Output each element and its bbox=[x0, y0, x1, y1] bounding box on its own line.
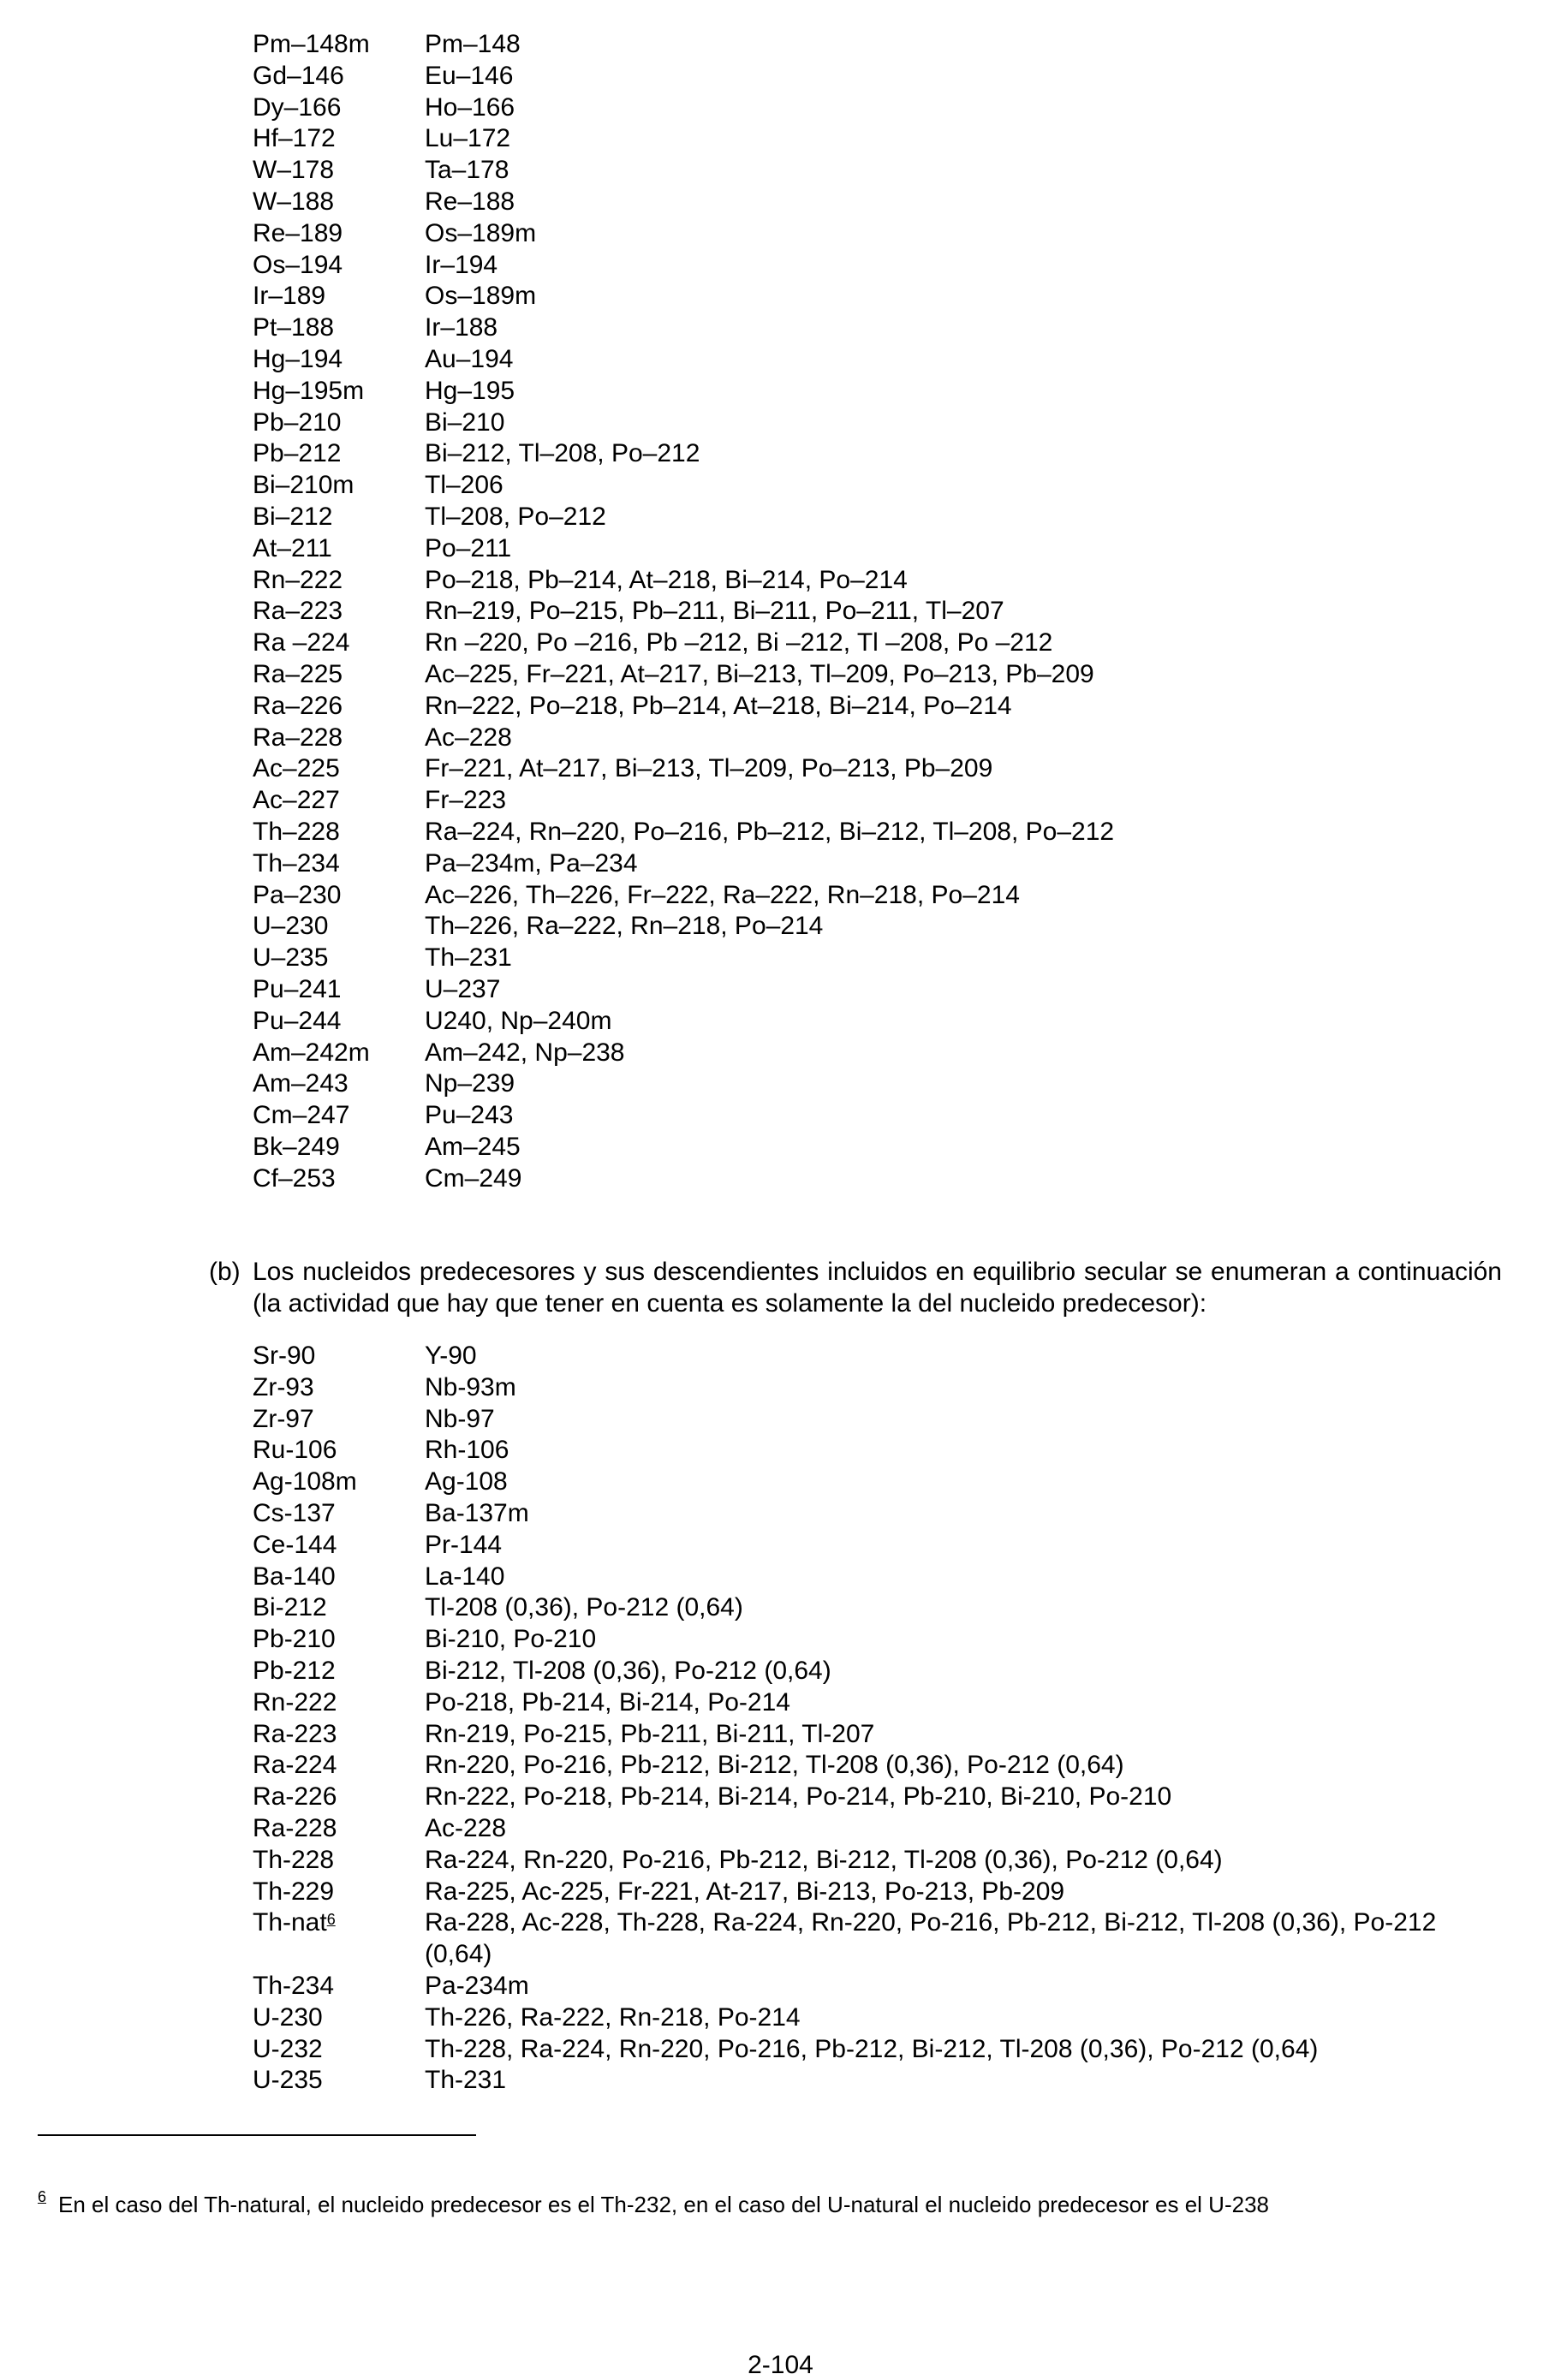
parent-nuclide bbox=[253, 29, 425, 61]
nuclide-row bbox=[253, 281, 1503, 312]
parent-nuclide bbox=[253, 753, 425, 785]
parent-nuclide-text: Ru-106 bbox=[253, 1436, 337, 1465]
daughter-nuclides: Am–242, Np–238 bbox=[425, 1038, 625, 1067]
parent-nuclide-text: Ba-140 bbox=[253, 1562, 336, 1591]
nuclide-row bbox=[253, 1907, 1503, 1971]
parent-nuclide-text: Os–194 bbox=[253, 250, 343, 279]
daughter-nuclides: Pu–243 bbox=[425, 1101, 514, 1130]
nuclide-row bbox=[253, 1750, 1503, 1782]
parent-nuclide bbox=[253, 502, 425, 533]
parent-nuclide bbox=[253, 312, 425, 344]
nuclide-row bbox=[253, 1877, 1503, 1908]
parent-nuclide bbox=[253, 61, 425, 92]
parent-nuclide-text: Zr-93 bbox=[253, 1372, 314, 1401]
footnote-reference: 6 bbox=[326, 1911, 336, 1929]
parent-nuclide-text: Hg–195m bbox=[253, 376, 365, 405]
daughter-nuclides: La-140 bbox=[425, 1562, 505, 1591]
parent-nuclide bbox=[253, 659, 425, 691]
parent-nuclide-text: Rn-222 bbox=[253, 1687, 337, 1717]
parent-nuclide bbox=[253, 817, 425, 848]
daughter-nuclides: Po-218, Pb-214, Bi-214, Po-214 bbox=[425, 1687, 790, 1717]
section-b bbox=[209, 1257, 1502, 1319]
daughter-nuclides: Os–189m bbox=[425, 282, 537, 311]
parent-nuclide-text: Pu–244 bbox=[253, 1006, 342, 1035]
daughter-nuclides: Hg–195 bbox=[425, 376, 515, 405]
nuclide-row bbox=[253, 2065, 1503, 2097]
nuclide-row bbox=[253, 1971, 1503, 2002]
nuclide-row bbox=[253, 1372, 1503, 1404]
daughter-nuclides: Th-231 bbox=[425, 2066, 507, 2095]
daughter-nuclides: U240, Np–240m bbox=[425, 1006, 612, 1035]
parent-nuclide-text: Bi–210m bbox=[253, 471, 355, 500]
daughter-nuclides: Lu–172 bbox=[425, 124, 511, 153]
parent-nuclide bbox=[253, 1719, 425, 1751]
parent-nuclide-text: Ac–227 bbox=[253, 786, 340, 815]
parent-nuclide bbox=[253, 723, 425, 754]
nuclide-row bbox=[253, 723, 1503, 754]
daughter-nuclides: Rn –220, Po –216, Pb –212, Bi –212, Tl –208, Po –212 bbox=[425, 628, 1053, 657]
parent-nuclide-text: Ce-144 bbox=[253, 1530, 337, 1559]
parent-nuclide bbox=[253, 1435, 425, 1467]
daughter-nuclides: Ac–226, Th–226, Fr–222, Ra–222, Rn–218, Po–214 bbox=[425, 880, 1020, 909]
parent-nuclide-text: Pm–148m bbox=[253, 30, 370, 58]
nuclide-row bbox=[253, 408, 1503, 439]
nuclide-row bbox=[253, 1341, 1503, 1372]
parent-nuclide-text: Pb–212 bbox=[253, 439, 342, 468]
parent-nuclide-text: U-235 bbox=[253, 2066, 323, 2095]
nuclide-row bbox=[253, 1163, 1503, 1195]
parent-nuclide bbox=[253, 628, 425, 659]
parent-nuclide bbox=[253, 1907, 425, 1939]
nuclide-row bbox=[253, 376, 1503, 408]
daughter-nuclides: Ba-137m bbox=[425, 1498, 529, 1527]
daughter-nuclides: Fr–221, At–217, Bi–213, Tl–209, Po–213, Pb–209 bbox=[425, 754, 993, 783]
parent-nuclide bbox=[253, 1562, 425, 1593]
parent-nuclide bbox=[253, 1656, 425, 1687]
parent-nuclide-text: Pb-212 bbox=[253, 1656, 336, 1685]
parent-nuclide bbox=[253, 218, 425, 250]
parent-nuclide bbox=[253, 1404, 425, 1436]
parent-nuclide-text: Bi–212 bbox=[253, 502, 333, 531]
nuclide-row bbox=[253, 1562, 1503, 1593]
parent-nuclide bbox=[253, 1813, 425, 1845]
page-number: 2-104 bbox=[748, 2351, 813, 2379]
parent-nuclide bbox=[253, 565, 425, 597]
parent-nuclide bbox=[253, 187, 425, 218]
parent-nuclide-text: Cf–253 bbox=[253, 1163, 336, 1193]
daughter-nuclides: Am–245 bbox=[425, 1132, 521, 1161]
nuclide-row bbox=[253, 1530, 1503, 1562]
daughter-nuclides: Th-226, Ra-222, Rn-218, Po-214 bbox=[425, 2002, 801, 2032]
nuclide-row bbox=[253, 691, 1503, 723]
parent-nuclide-text: W–188 bbox=[253, 187, 335, 216]
parent-nuclide-text: Th-229 bbox=[253, 1877, 335, 1906]
parent-nuclide bbox=[253, 155, 425, 187]
daughter-nuclides: Rn–222, Po–218, Pb–214, At–218, Bi–214, Po–214 bbox=[425, 691, 1012, 720]
nuclide-row bbox=[253, 848, 1503, 880]
parent-nuclide bbox=[253, 691, 425, 723]
parent-nuclide-text: Am–242m bbox=[253, 1038, 370, 1067]
parent-nuclide-text: Pb–210 bbox=[253, 408, 342, 437]
daughter-nuclides: Bi-210, Po-210 bbox=[425, 1625, 597, 1654]
parent-nuclide bbox=[253, 376, 425, 408]
parent-nuclide-text: Ra–226 bbox=[253, 691, 343, 720]
nuclide-row bbox=[253, 911, 1503, 943]
nuclide-row bbox=[253, 596, 1503, 628]
parent-nuclide-text: U-230 bbox=[253, 2002, 323, 2032]
parent-nuclide-text: Ra-223 bbox=[253, 1719, 337, 1748]
parent-nuclide bbox=[253, 2065, 425, 2097]
daughter-nuclides: Rn-222, Po-218, Pb-214, Bi-214, Po-214, Pb-210, Bi-210, Po-210 bbox=[425, 1782, 1172, 1812]
parent-nuclide-text: Hg–194 bbox=[253, 344, 343, 373]
parent-nuclide-text: Pa–230 bbox=[253, 880, 342, 909]
nuclide-row bbox=[253, 659, 1503, 691]
footnote-text: En el caso del Th-natural, el nucleido predecesor es el Th-232, en el caso del U-natural el nucleido predecesor es el U-238 bbox=[58, 2192, 1269, 2217]
section-b-intro: Los nucleidos predecesores y sus descendientes incluidos en equilibrio secular se enumeran a continuación (la actividad que hay que tener en cuenta es solamente la del nucleido predecesor): bbox=[253, 1258, 1502, 1318]
daughter-nuclides: Tl-208 (0,36), Po-212 (0,64) bbox=[425, 1593, 743, 1622]
daughter-nuclides: Po–218, Pb–214, At–218, Bi–214, Po–214 bbox=[425, 565, 908, 594]
footnote-number: 6 bbox=[38, 2188, 47, 2205]
nuclide-row bbox=[253, 1813, 1503, 1845]
parent-nuclide bbox=[253, 123, 425, 155]
parent-nuclide-text: Ra-226 bbox=[253, 1782, 337, 1812]
parent-nuclide bbox=[253, 1592, 425, 1624]
nuclide-row bbox=[253, 438, 1503, 470]
daughter-nuclides: Ra-225, Ac-225, Fr-221, At-217, Bi-213, Po-213, Pb-209 bbox=[425, 1877, 1065, 1906]
parent-nuclide-text: Pt–188 bbox=[253, 313, 335, 342]
parent-nuclide bbox=[253, 974, 425, 1006]
parent-nuclide bbox=[253, 1782, 425, 1813]
nuclide-row bbox=[253, 29, 1503, 61]
parent-nuclide-text: Zr-97 bbox=[253, 1404, 314, 1433]
parent-nuclide-text: Gd–146 bbox=[253, 61, 344, 90]
daughter-nuclides: Pr-144 bbox=[425, 1530, 503, 1559]
parent-nuclide-text: Ra–225 bbox=[253, 659, 343, 688]
footnote bbox=[38, 2188, 1493, 2218]
daughter-nuclides: Ra-228, Ac-228, Th-228, Ra-224, Rn-220, Po-216, Pb-212, Bi-212, Tl-208 (0,36), Po-212 (0,64) bbox=[425, 1908, 1437, 1969]
parent-nuclide bbox=[253, 943, 425, 974]
daughter-nuclides: Tl–206 bbox=[425, 471, 503, 500]
parent-nuclide-text: Ag-108m bbox=[253, 1467, 357, 1496]
parent-nuclide-text: Th-nat bbox=[253, 1908, 327, 1937]
nuclide-row bbox=[253, 1719, 1503, 1751]
parent-nuclide-text: Th–234 bbox=[253, 848, 340, 878]
parent-nuclide bbox=[253, 1530, 425, 1562]
parent-nuclide bbox=[253, 1341, 425, 1372]
daughter-nuclides: Re–188 bbox=[425, 187, 515, 216]
parent-nuclide bbox=[253, 408, 425, 439]
nuclide-row bbox=[253, 533, 1503, 565]
daughter-nuclides: Bi-212, Tl-208 (0,36), Po-212 (0,64) bbox=[425, 1656, 831, 1685]
daughter-nuclides: Ag-108 bbox=[425, 1467, 508, 1496]
parent-nuclide bbox=[253, 1038, 425, 1069]
daughter-nuclides: Bi–210 bbox=[425, 408, 505, 437]
nuclide-row bbox=[253, 1467, 1503, 1498]
footnote-separator bbox=[38, 2134, 476, 2136]
nuclide-row bbox=[253, 880, 1503, 912]
daughter-nuclides: Ra-224, Rn-220, Po-216, Pb-212, Bi-212, Tl-208 (0,36), Po-212 (0,64) bbox=[425, 1845, 1223, 1874]
parent-nuclide bbox=[253, 1498, 425, 1530]
nuclide-row bbox=[253, 470, 1503, 502]
parent-nuclide bbox=[253, 596, 425, 628]
parent-nuclide bbox=[253, 533, 425, 565]
nuclide-row bbox=[253, 312, 1503, 344]
parent-daughter-list-b bbox=[253, 1341, 1503, 2097]
daughter-nuclides: Rh-106 bbox=[425, 1436, 509, 1465]
nuclide-row bbox=[253, 2034, 1503, 2066]
parent-daughter-list-a bbox=[253, 29, 1503, 1194]
parent-nuclide bbox=[253, 1467, 425, 1498]
parent-nuclide bbox=[253, 2002, 425, 2034]
parent-nuclide bbox=[253, 470, 425, 502]
nuclide-row bbox=[253, 218, 1503, 250]
nuclide-row bbox=[253, 1498, 1503, 1530]
nuclide-row bbox=[253, 1782, 1503, 1813]
parent-nuclide bbox=[253, 250, 425, 282]
daughter-nuclides: Rn-220, Po-216, Pb-212, Bi-212, Tl-208 (0,36), Po-212 (0,64) bbox=[425, 1751, 1124, 1780]
daughter-nuclides: Cm–249 bbox=[425, 1163, 522, 1193]
daughter-nuclides: Tl–208, Po–212 bbox=[425, 502, 606, 531]
daughter-nuclides: Rn–219, Po–215, Pb–211, Bi–211, Po–211, Tl–207 bbox=[425, 597, 1004, 626]
parent-nuclide bbox=[253, 1877, 425, 1908]
parent-nuclide-text: At–211 bbox=[253, 533, 332, 562]
parent-nuclide-text: Ra-224 bbox=[253, 1751, 337, 1780]
parent-nuclide-text: Pu–241 bbox=[253, 974, 342, 1003]
parent-nuclide bbox=[253, 1372, 425, 1404]
daughter-nuclides: Rn-219, Po-215, Pb-211, Bi-211, Tl-207 bbox=[425, 1719, 875, 1748]
nuclide-row bbox=[253, 1404, 1503, 1436]
nuclide-row bbox=[253, 1100, 1503, 1132]
parent-nuclide bbox=[253, 344, 425, 376]
daughter-nuclides: Nb-97 bbox=[425, 1404, 495, 1433]
daughter-nuclides: Th–226, Ra–222, Rn–218, Po–214 bbox=[425, 912, 824, 941]
nuclide-row bbox=[253, 974, 1503, 1006]
daughter-nuclides: Nb-93m bbox=[425, 1372, 516, 1401]
daughter-nuclides: Ir–188 bbox=[425, 313, 498, 342]
nuclide-row bbox=[253, 61, 1503, 92]
parent-nuclide bbox=[253, 848, 425, 880]
nuclide-row bbox=[253, 344, 1503, 376]
daughter-nuclides: Fr–223 bbox=[425, 786, 507, 815]
nuclide-row bbox=[253, 565, 1503, 597]
parent-nuclide-text: Dy–166 bbox=[253, 92, 342, 122]
daughter-nuclides: Ir–194 bbox=[425, 250, 498, 279]
daughter-nuclides: Ra–224, Rn–220, Po–216, Pb–212, Bi–212, Tl–208, Po–212 bbox=[425, 817, 1115, 846]
nuclide-row bbox=[253, 1435, 1503, 1467]
parent-nuclide-text: U–235 bbox=[253, 943, 329, 973]
parent-nuclide bbox=[253, 1163, 425, 1195]
parent-nuclide bbox=[253, 1750, 425, 1782]
parent-nuclide bbox=[253, 92, 425, 124]
daughter-nuclides: Ac–225, Fr–221, At–217, Bi–213, Tl–209, Po–213, Pb–209 bbox=[425, 659, 1094, 688]
nuclide-row bbox=[253, 502, 1503, 533]
nuclide-row bbox=[253, 1006, 1503, 1038]
nuclide-row bbox=[253, 1038, 1503, 1069]
parent-nuclide bbox=[253, 1100, 425, 1132]
daughter-nuclides: Ac-228 bbox=[425, 1813, 507, 1842]
nuclide-row bbox=[253, 123, 1503, 155]
parent-nuclide-text: Ra–223 bbox=[253, 597, 343, 626]
parent-nuclide-text: Am–243 bbox=[253, 1069, 349, 1098]
nuclide-row bbox=[253, 1592, 1503, 1624]
daughter-nuclides: Y-90 bbox=[425, 1342, 477, 1370]
parent-nuclide bbox=[253, 1624, 425, 1656]
parent-nuclide-text: Th-234 bbox=[253, 1971, 335, 2000]
parent-nuclide bbox=[253, 1068, 425, 1100]
nuclide-row bbox=[253, 1132, 1503, 1163]
nuclide-row bbox=[253, 187, 1503, 218]
parent-nuclide-text: Cm–247 bbox=[253, 1101, 350, 1130]
parent-nuclide-text: Sr-90 bbox=[253, 1342, 316, 1370]
nuclide-row bbox=[253, 817, 1503, 848]
nuclide-row bbox=[253, 1687, 1503, 1719]
parent-nuclide-text: Th-228 bbox=[253, 1845, 335, 1874]
parent-nuclide bbox=[253, 1845, 425, 1877]
nuclide-row bbox=[253, 1624, 1503, 1656]
parent-nuclide bbox=[253, 438, 425, 470]
daughter-nuclides: Ho–166 bbox=[425, 92, 515, 122]
parent-nuclide-text: Th–228 bbox=[253, 817, 340, 846]
nuclide-row bbox=[253, 785, 1503, 817]
parent-nuclide bbox=[253, 1132, 425, 1163]
daughter-nuclides: Eu–146 bbox=[425, 61, 514, 90]
nuclide-row bbox=[253, 1068, 1503, 1100]
daughter-nuclides: Th-228, Ra-224, Rn-220, Po-216, Pb-212, Bi-212, Tl-208 (0,36), Po-212 (0,64) bbox=[425, 2034, 1319, 2063]
parent-nuclide-text: W–178 bbox=[253, 156, 335, 185]
parent-nuclide-text: Bk–249 bbox=[253, 1132, 340, 1161]
parent-nuclide bbox=[253, 880, 425, 912]
parent-nuclide bbox=[253, 911, 425, 943]
daughter-nuclides: Pa–234m, Pa–234 bbox=[425, 848, 638, 878]
daughter-nuclides: Ta–178 bbox=[425, 156, 509, 185]
nuclide-row bbox=[253, 943, 1503, 974]
daughter-nuclides: Os–189m bbox=[425, 218, 537, 247]
daughter-nuclides: Au–194 bbox=[425, 344, 514, 373]
parent-nuclide-text: Ac–225 bbox=[253, 754, 340, 783]
nuclide-row bbox=[253, 1845, 1503, 1877]
parent-nuclide-text: Ra –224 bbox=[253, 628, 350, 657]
parent-nuclide-text: Pb-210 bbox=[253, 1625, 336, 1654]
nuclide-row bbox=[253, 250, 1503, 282]
parent-nuclide bbox=[253, 1006, 425, 1038]
daughter-nuclides: Pm–148 bbox=[425, 30, 521, 58]
daughter-nuclides: Np–239 bbox=[425, 1069, 515, 1098]
parent-nuclide bbox=[253, 785, 425, 817]
parent-nuclide bbox=[253, 281, 425, 312]
parent-nuclide-text: Ra–228 bbox=[253, 723, 343, 752]
nuclide-row bbox=[253, 2002, 1503, 2034]
parent-nuclide-text: Re–189 bbox=[253, 218, 343, 247]
parent-nuclide-text: Bi-212 bbox=[253, 1593, 327, 1622]
daughter-nuclides: Th–231 bbox=[425, 943, 512, 973]
parent-nuclide-text: Cs-137 bbox=[253, 1498, 336, 1527]
nuclide-row bbox=[253, 753, 1503, 785]
parent-nuclide-text: Rn–222 bbox=[253, 565, 343, 594]
nuclide-row bbox=[253, 92, 1503, 124]
daughter-nuclides: Po–211 bbox=[425, 533, 512, 562]
parent-nuclide bbox=[253, 2034, 425, 2066]
parent-nuclide-text: Ra-228 bbox=[253, 1813, 337, 1842]
daughter-nuclides: Pa-234m bbox=[425, 1971, 529, 2000]
nuclide-row bbox=[253, 155, 1503, 187]
parent-nuclide-text: U-232 bbox=[253, 2034, 323, 2063]
parent-nuclide-text: U–230 bbox=[253, 912, 329, 941]
daughter-nuclides: Bi–212, Tl–208, Po–212 bbox=[425, 439, 700, 468]
parent-nuclide bbox=[253, 1687, 425, 1719]
parent-nuclide-text: Ir–189 bbox=[253, 282, 326, 311]
daughter-nuclides: Ac–228 bbox=[425, 723, 512, 752]
parent-nuclide-text: Hf–172 bbox=[253, 124, 336, 153]
section-b-label: (b) bbox=[209, 1258, 241, 1286]
daughter-nuclides: U–237 bbox=[425, 974, 501, 1003]
parent-nuclide bbox=[253, 1971, 425, 2002]
nuclide-row bbox=[253, 1656, 1503, 1687]
nuclide-row bbox=[253, 628, 1503, 659]
